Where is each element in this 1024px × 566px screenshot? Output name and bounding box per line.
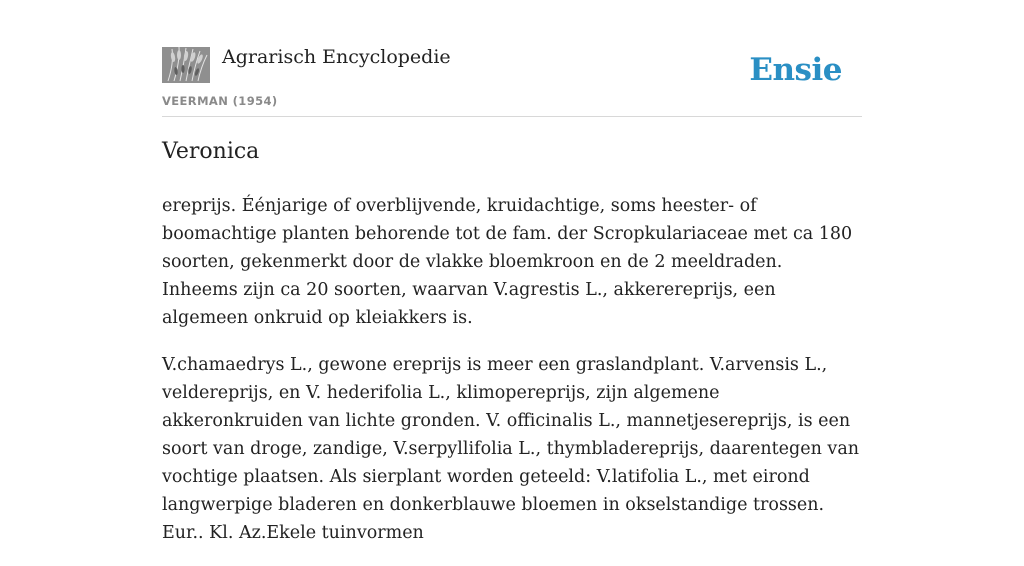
article-paragraph: V.chamaedrys L., gewone ereprijs is meer een graslandplant. V.arvensis L., veldereprijs, en V. hederifolia L., klimopereprijs, zijn algemene akkeronkruiden van lichte gronden. V. officinalis L., mannetjesereprijs, is een soort van droge, zandige, V.serpyllifolia L., thymbladereprijs, daarentegen van vochtige plaatsen. Als sierplant worden geteeld: V.latifolia L., met eirond langwerpige bladeren en donkerblauwe bloemen in okselstandige trossen. Eur.. Kl. Az.Ekele tuinvormen	[162, 355, 860, 543]
article-paragraph: ereprijs. Éénjarige of overblijvende, kruidachtige, soms heester- of boomachtige planten behorende tot de fam. der Scropkulariaceae met ca 180 soorten, gekenmerkt door de vlakke bloemkroon en de 2 meeldraden. Inheems zijn ca 20 soorten, waarvan V.agrestis L., akkerereprijs, een algemeen onkruid op kleiakkers is.	[162, 196, 853, 328]
wheat-ears-icon[interactable]	[162, 47, 210, 83]
source-author: VEERMAN (1954)	[162, 94, 278, 108]
article-title: Veronica	[162, 139, 260, 164]
source-header	[162, 44, 862, 117]
source-title[interactable]: Agrarisch Encyclopedie	[222, 46, 451, 68]
article-body	[162, 192, 862, 566]
ensie-logo-link[interactable]: Ensie	[749, 52, 842, 88]
